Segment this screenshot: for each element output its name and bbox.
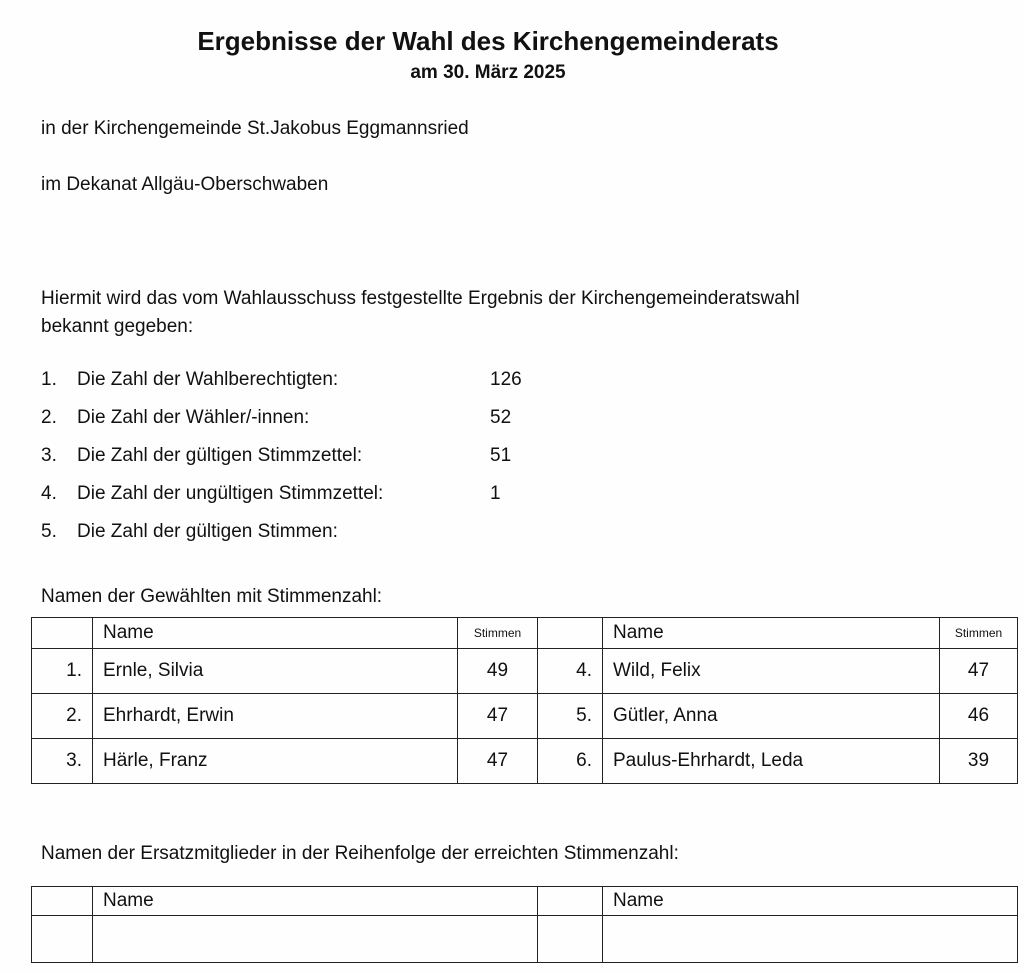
header-cell-number [538,887,603,916]
header-cell-votes: Stimmen [940,618,1018,649]
substitutes-table [31,886,1018,963]
stat-label: Die Zahl der gültigen Stimmzettel: [77,445,363,466]
name-cell: Wild, Felix [603,649,940,694]
elected-table [31,617,1018,784]
rank-cell: 1. [32,649,93,694]
header-cell-votes: Stimmen [458,618,538,649]
name-cell: Härle, Franz [93,739,458,784]
name-cell: Ernle, Silvia [93,649,458,694]
name-cell: Paulus-Ehrhardt, Leda [603,739,940,784]
rank-cell: 6. [538,739,603,784]
table-header-row [32,887,1018,916]
stat-value: 1 [490,483,501,504]
name-cell [93,916,538,963]
table-row [32,694,1018,739]
header-cell-number [32,887,93,916]
votes-cell: 47 [458,694,538,739]
header-cell-number [32,618,93,649]
name-cell: Gütler, Anna [603,694,940,739]
document-title: Ergebnisse der Wahl des Kirchengemeinderats [197,26,779,56]
election-date: am 30. März 2025 [410,62,566,83]
stat-value: 52 [490,407,512,428]
rank-cell: 5. [538,694,603,739]
name-cell: Ehrhardt, Erwin [93,694,458,739]
stat-label: Die Zahl der gültigen Stimmen: [77,521,338,542]
header-cell-name: Name [93,618,458,649]
table-header-row [32,618,1018,649]
parish-line: in der Kirchengemeinde St.Jakobus Eggmannsried [41,118,469,139]
votes-cell: 46 [940,694,1018,739]
deanery-line: im Dekanat Allgäu-Oberschwaben [41,174,329,195]
table-row [32,649,1018,694]
rank-cell [538,916,603,963]
votes-cell: 39 [940,739,1018,784]
elected-heading: Namen der Gewählten mit Stimmenzahl: [41,586,383,607]
stat-label: Die Zahl der Wähler/-innen: [77,407,310,428]
votes-cell: 47 [458,739,538,784]
stat-number: 2. [41,407,57,428]
rank-cell [32,916,93,963]
stat-label: Die Zahl der Wahlberechtigten: [77,369,339,390]
intro-line-2: bekannt gegeben: [41,316,194,337]
stat-number: 3. [41,445,57,466]
header-cell-number [538,618,603,649]
header-cell-name: Name [603,618,940,649]
name-cell [603,916,1018,963]
votes-cell: 49 [458,649,538,694]
stat-number: 5. [41,521,57,542]
stat-value: 126 [490,369,522,390]
rank-cell: 3. [32,739,93,784]
rank-cell: 4. [538,649,603,694]
stat-number: 1. [41,369,57,390]
substitutes-heading: Namen der Ersatzmitglieder in der Reihenfolge der erreichten Stimmenzahl: [41,843,679,864]
stat-number: 4. [41,483,57,504]
rank-cell: 2. [32,694,93,739]
intro-line-1: Hiermit wird das vom Wahlausschuss festgestellte Ergebnis der Kirchengemeinderatswahl [41,288,800,309]
table-row [32,739,1018,784]
table-row [32,916,1018,963]
stat-label: Die Zahl der ungültigen Stimmzettel: [77,483,384,504]
header-cell-name: Name [603,887,1018,916]
header-cell-name: Name [93,887,538,916]
votes-cell: 47 [940,649,1018,694]
stat-value: 51 [490,445,512,466]
